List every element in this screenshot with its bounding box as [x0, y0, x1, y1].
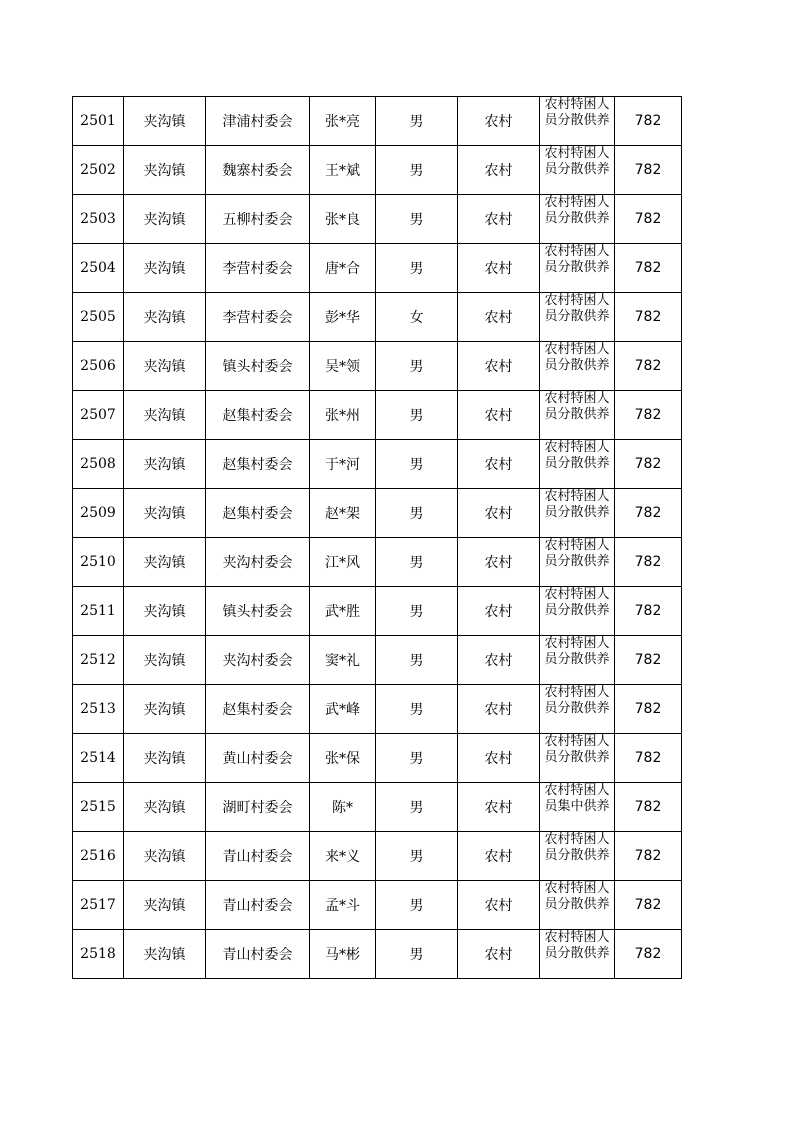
row-number-cell: 2512: [73, 636, 124, 685]
town-cell: 夹沟镇: [124, 685, 206, 734]
gender-cell: 女: [376, 293, 458, 342]
table-row: [73, 195, 682, 244]
table-row: [73, 489, 682, 538]
support-category-cell: [540, 244, 615, 293]
person-name-cell: 孟*斗: [310, 881, 376, 930]
village-cell: 黄山村委会: [206, 734, 310, 783]
person-name-cell: 张*保: [310, 734, 376, 783]
support-category-cell: [540, 440, 615, 489]
gender-cell: 男: [376, 489, 458, 538]
support-category-cell: [540, 195, 615, 244]
village-cell: 镇头村委会: [206, 587, 310, 636]
row-number-cell: 2501: [73, 97, 124, 146]
village-cell: 青山村委会: [206, 832, 310, 881]
support-category-cell: [540, 734, 615, 783]
gender-cell: 男: [376, 685, 458, 734]
town-cell: 夹沟镇: [124, 195, 206, 244]
person-name-cell: 张*良: [310, 195, 376, 244]
support-category-cell: [540, 538, 615, 587]
roster-table: [72, 96, 682, 979]
area-type-cell: 农村: [458, 342, 540, 391]
table-row: [73, 440, 682, 489]
gender-cell: 男: [376, 930, 458, 979]
table-row: [73, 342, 682, 391]
table-row: [73, 832, 682, 881]
person-name-cell: 于*河: [310, 440, 376, 489]
area-type-cell: 农村: [458, 195, 540, 244]
amount-cell: 782: [615, 440, 682, 489]
person-name-cell: 张*亮: [310, 97, 376, 146]
row-number-cell: 2511: [73, 587, 124, 636]
table-row: [73, 293, 682, 342]
row-number-cell: 2504: [73, 244, 124, 293]
person-name-cell: 窦*礼: [310, 636, 376, 685]
row-number-cell: 2514: [73, 734, 124, 783]
roster-body: [73, 97, 682, 979]
village-cell: 赵集村委会: [206, 489, 310, 538]
row-number-cell: 2516: [73, 832, 124, 881]
gender-cell: 男: [376, 391, 458, 440]
amount-cell: 782: [615, 685, 682, 734]
amount-cell: 782: [615, 342, 682, 391]
town-cell: 夹沟镇: [124, 489, 206, 538]
table-row: [73, 636, 682, 685]
support-category-cell: [540, 685, 615, 734]
support-category-text: 农村特困人员分散供养: [544, 342, 610, 373]
amount-cell: 782: [615, 734, 682, 783]
support-category-cell: [540, 489, 615, 538]
area-type-cell: 农村: [458, 97, 540, 146]
table-row: [73, 391, 682, 440]
person-name-cell: 王*斌: [310, 146, 376, 195]
row-number-cell: 2508: [73, 440, 124, 489]
table-row: [73, 587, 682, 636]
support-category-text: 农村特困人员分散供养: [544, 195, 610, 226]
support-category-text: 农村特困人员分散供养: [544, 636, 610, 667]
person-name-cell: 武*胜: [310, 587, 376, 636]
area-type-cell: 农村: [458, 146, 540, 195]
town-cell: 夹沟镇: [124, 538, 206, 587]
amount-cell: 782: [615, 293, 682, 342]
person-name-cell: 陈*: [310, 783, 376, 832]
area-type-cell: 农村: [458, 489, 540, 538]
support-category-text: 农村特困人员分散供养: [544, 440, 610, 471]
support-category-text: 农村特困人员分散供养: [544, 146, 610, 177]
support-category-text: 农村特困人员分散供养: [544, 391, 610, 422]
support-category-cell: [540, 930, 615, 979]
area-type-cell: 农村: [458, 293, 540, 342]
support-category-text: 农村特困人员分散供养: [544, 881, 610, 912]
table-row: [73, 97, 682, 146]
gender-cell: 男: [376, 195, 458, 244]
person-name-cell: 江*风: [310, 538, 376, 587]
village-cell: 赵集村委会: [206, 685, 310, 734]
row-number-cell: 2509: [73, 489, 124, 538]
row-number-cell: 2518: [73, 930, 124, 979]
town-cell: 夹沟镇: [124, 244, 206, 293]
table-row: [73, 244, 682, 293]
support-category-text: 农村特困人员分散供养: [544, 489, 610, 520]
support-category-cell: [540, 146, 615, 195]
support-category-cell: [540, 881, 615, 930]
support-category-cell: [540, 587, 615, 636]
gender-cell: 男: [376, 244, 458, 293]
support-category-text: 农村特困人员分散供养: [544, 930, 610, 961]
gender-cell: 男: [376, 342, 458, 391]
area-type-cell: 农村: [458, 881, 540, 930]
gender-cell: 男: [376, 832, 458, 881]
amount-cell: 782: [615, 391, 682, 440]
person-name-cell: 张*州: [310, 391, 376, 440]
gender-cell: 男: [376, 538, 458, 587]
row-number-cell: 2513: [73, 685, 124, 734]
town-cell: 夹沟镇: [124, 636, 206, 685]
person-name-cell: 赵*架: [310, 489, 376, 538]
row-number-cell: 2503: [73, 195, 124, 244]
gender-cell: 男: [376, 587, 458, 636]
village-cell: 青山村委会: [206, 881, 310, 930]
village-cell: 赵集村委会: [206, 440, 310, 489]
amount-cell: 782: [615, 97, 682, 146]
support-category-cell: [540, 293, 615, 342]
area-type-cell: 农村: [458, 538, 540, 587]
amount-cell: 782: [615, 489, 682, 538]
area-type-cell: 农村: [458, 636, 540, 685]
table-row: [73, 783, 682, 832]
town-cell: 夹沟镇: [124, 293, 206, 342]
area-type-cell: 农村: [458, 244, 540, 293]
row-number-cell: 2507: [73, 391, 124, 440]
village-cell: 青山村委会: [206, 930, 310, 979]
row-number-cell: 2506: [73, 342, 124, 391]
support-category-text: 农村特困人员分散供养: [544, 587, 610, 618]
gender-cell: 男: [376, 97, 458, 146]
village-cell: 赵集村委会: [206, 391, 310, 440]
area-type-cell: 农村: [458, 783, 540, 832]
person-name-cell: 唐*合: [310, 244, 376, 293]
support-category-text: 农村特困人员分散供养: [544, 293, 610, 324]
amount-cell: 782: [615, 587, 682, 636]
support-category-text: 农村特困人员分散供养: [544, 538, 610, 569]
town-cell: 夹沟镇: [124, 440, 206, 489]
gender-cell: 男: [376, 783, 458, 832]
area-type-cell: 农村: [458, 587, 540, 636]
support-category-cell: [540, 783, 615, 832]
support-category-text: 农村特困人员分散供养: [544, 734, 610, 765]
person-name-cell: 马*彬: [310, 930, 376, 979]
row-number-cell: 2517: [73, 881, 124, 930]
town-cell: 夹沟镇: [124, 146, 206, 195]
table-row: [73, 685, 682, 734]
town-cell: 夹沟镇: [124, 881, 206, 930]
support-category-cell: [540, 391, 615, 440]
village-cell: 夹沟村委会: [206, 636, 310, 685]
town-cell: 夹沟镇: [124, 783, 206, 832]
area-type-cell: 农村: [458, 391, 540, 440]
amount-cell: 782: [615, 832, 682, 881]
village-cell: 津浦村委会: [206, 97, 310, 146]
person-name-cell: 武*峰: [310, 685, 376, 734]
gender-cell: 男: [376, 881, 458, 930]
support-category-text: 农村特困人员分散供养: [544, 685, 610, 716]
town-cell: 夹沟镇: [124, 587, 206, 636]
gender-cell: 男: [376, 636, 458, 685]
village-cell: 李营村委会: [206, 244, 310, 293]
table-row: [73, 930, 682, 979]
support-category-cell: [540, 97, 615, 146]
support-category-cell: [540, 832, 615, 881]
area-type-cell: 农村: [458, 685, 540, 734]
town-cell: 夹沟镇: [124, 734, 206, 783]
amount-cell: 782: [615, 244, 682, 293]
amount-cell: 782: [615, 930, 682, 979]
table-row: [73, 538, 682, 587]
village-cell: 湖町村委会: [206, 783, 310, 832]
village-cell: 魏寨村委会: [206, 146, 310, 195]
village-cell: 五柳村委会: [206, 195, 310, 244]
table-row: [73, 881, 682, 930]
gender-cell: 男: [376, 146, 458, 195]
row-number-cell: 2502: [73, 146, 124, 195]
town-cell: 夹沟镇: [124, 930, 206, 979]
town-cell: 夹沟镇: [124, 832, 206, 881]
person-name-cell: 吴*领: [310, 342, 376, 391]
row-number-cell: 2505: [73, 293, 124, 342]
table-row: [73, 734, 682, 783]
row-number-cell: 2510: [73, 538, 124, 587]
support-category-text: 农村特困人员分散供养: [544, 244, 610, 275]
person-name-cell: 彭*华: [310, 293, 376, 342]
support-category-text: 农村特困人员集中供养: [544, 783, 610, 814]
area-type-cell: 农村: [458, 440, 540, 489]
support-category-cell: [540, 342, 615, 391]
amount-cell: 782: [615, 783, 682, 832]
gender-cell: 男: [376, 440, 458, 489]
area-type-cell: 农村: [458, 832, 540, 881]
table-row: [73, 146, 682, 195]
village-cell: 李营村委会: [206, 293, 310, 342]
village-cell: 夹沟村委会: [206, 538, 310, 587]
town-cell: 夹沟镇: [124, 342, 206, 391]
town-cell: 夹沟镇: [124, 97, 206, 146]
area-type-cell: 农村: [458, 734, 540, 783]
support-category-cell: [540, 636, 615, 685]
amount-cell: 782: [615, 636, 682, 685]
row-number-cell: 2515: [73, 783, 124, 832]
person-name-cell: 来*义: [310, 832, 376, 881]
town-cell: 夹沟镇: [124, 391, 206, 440]
amount-cell: 782: [615, 538, 682, 587]
amount-cell: 782: [615, 195, 682, 244]
amount-cell: 782: [615, 146, 682, 195]
support-category-text: 农村特困人员分散供养: [544, 832, 610, 863]
gender-cell: 男: [376, 734, 458, 783]
area-type-cell: 农村: [458, 930, 540, 979]
support-category-text: 农村特困人员分散供养: [544, 97, 610, 128]
amount-cell: 782: [615, 881, 682, 930]
village-cell: 镇头村委会: [206, 342, 310, 391]
